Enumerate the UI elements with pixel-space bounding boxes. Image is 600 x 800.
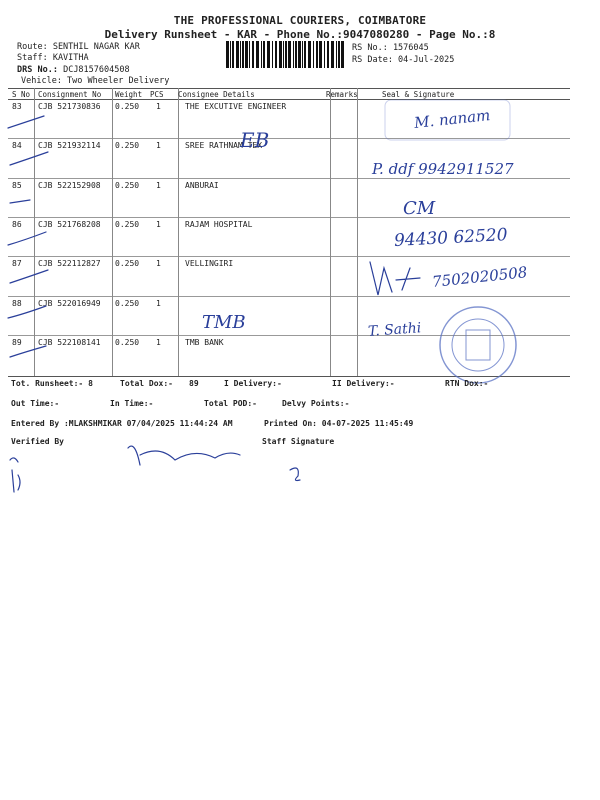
row-pcs: 1 — [156, 141, 161, 151]
staff-signature-mark — [290, 468, 300, 481]
row-weight: 0.250 — [115, 180, 140, 190]
row-pcs: 1 — [156, 180, 161, 190]
row-details: ANBURAI — [185, 180, 219, 190]
row-weight: 0.250 — [115, 102, 140, 111]
runsheet-subtitle: Delivery Runsheet - KAR - Phone No.:9047080280 - Page No.:8 — [104, 28, 496, 41]
row-consignment: CJB 521932114 — [38, 141, 101, 151]
drs-label: DRS No.: — [17, 65, 58, 75]
route-label: Route: SENTHIL NAGAR KAR — [17, 42, 140, 52]
vehicle-label: Vehicle: Two Wheeler Delivery — [21, 76, 170, 86]
verified-by: Verified By — [11, 437, 64, 446]
tick-mark — [10, 152, 48, 165]
handwritten-tmb: TMB — [202, 312, 246, 333]
verified-initials — [10, 458, 20, 492]
row-sno: 83 — [12, 102, 22, 111]
header-pcs: PCS — [150, 90, 164, 99]
rtn-dox: RTN Dox:- — [445, 379, 489, 388]
entered-by: Entered By :MLAKSHMIKAR 07/04/2025 11:44:24 AM — [11, 419, 233, 428]
signature-row-85: CM — [403, 198, 436, 219]
row-sno: 87 — [12, 259, 22, 269]
row-consignment: CJB 522152908 — [38, 180, 101, 190]
row-consignment: CJB 522016949 — [38, 298, 101, 308]
out-time: Out Time:- — [11, 399, 60, 408]
drs-value: DCJ8157604508 — [63, 65, 130, 75]
row-details: TMB BANK — [185, 337, 224, 347]
row-consignment: CJB 522112827 — [38, 259, 101, 269]
row-sno: 88 — [12, 298, 22, 308]
row-details: SREE RATHNAM TEX — [185, 141, 263, 151]
header-consignment: Consignment No — [38, 90, 102, 99]
row-weight: 0.250 — [115, 298, 140, 308]
header-weight: Weight — [115, 90, 143, 99]
staff-label: Staff: KAVITHA — [17, 53, 89, 63]
header-details: Consignee Details — [178, 90, 255, 99]
row-weight: 0.250 — [115, 337, 140, 347]
rs-number: RS No.: 1576045 — [352, 43, 429, 53]
row-sno: 85 — [12, 180, 22, 190]
row-details: THE EXCUTIVE ENGINEER — [185, 102, 287, 111]
signature-row-89: T. Sathi — [367, 320, 422, 340]
row-consignment: CJB 521768208 — [38, 219, 101, 229]
row-weight: 0.250 — [115, 141, 140, 151]
printed-on: Printed On: 04-07-2025 11:45:49 — [264, 419, 414, 428]
signature-row-86: 94430 62520 — [393, 225, 509, 251]
tick-mark — [10, 270, 48, 283]
signature-row-84: P. ddf 9942911527 — [372, 160, 514, 178]
in-time: In Time:- — [110, 399, 154, 408]
tick-mark — [8, 232, 46, 245]
ii-delivery: II Delivery:- — [332, 379, 395, 388]
total-dox-label: Total Dox:- — [120, 379, 173, 388]
signature-row-87: 7502020508 — [431, 263, 529, 291]
total-dox-value: 89 — [189, 379, 199, 388]
row-sno: 84 — [12, 141, 22, 151]
total-pod: Total POD:- — [204, 399, 257, 408]
row-pcs: 1 — [156, 337, 161, 347]
signature-scribble — [370, 262, 420, 295]
tick-mark — [8, 116, 44, 128]
row-details: RAJAM HOSPITAL — [185, 219, 253, 229]
i-delivery: I Delivery:- — [224, 379, 282, 388]
row-pcs: 1 — [156, 219, 161, 229]
row-details: VELLINGIRI — [185, 259, 234, 269]
round-seal — [440, 307, 516, 383]
company-title: THE PROFESSIONAL COURIERS, COIMBATORE — [173, 14, 427, 27]
verified-signature — [128, 446, 240, 465]
rs-date: RS Date: 04-Jul-2025 — [352, 55, 455, 65]
row-weight: 0.250 — [115, 219, 140, 229]
total-runsheet: Tot. Runsheet:- 8 — [11, 379, 93, 388]
row-sno: 89 — [12, 337, 22, 347]
row-pcs: 1 — [156, 102, 161, 111]
header-seal: Seal & Signature — [382, 90, 455, 99]
row-weight: 0.250 — [115, 259, 140, 269]
tick-mark — [10, 346, 46, 357]
row-sno: 86 — [12, 219, 22, 229]
handwritten-eb: EB — [240, 128, 270, 152]
row-pcs: 1 — [156, 298, 161, 308]
row-consignment: CJB 522108141 — [38, 337, 101, 347]
tick-mark — [10, 200, 30, 203]
header-sno: S No — [12, 90, 31, 99]
row-pcs: 1 — [156, 259, 161, 269]
header-remarks: Remarks — [326, 90, 358, 99]
delvy-points: Delvy Points:- — [282, 399, 350, 408]
tick-mark — [8, 306, 46, 318]
staff-signature: Staff Signature — [262, 437, 335, 446]
signature-row-83: M. nanam — [413, 106, 492, 132]
row-consignment: CJB 521730836 — [38, 102, 101, 111]
